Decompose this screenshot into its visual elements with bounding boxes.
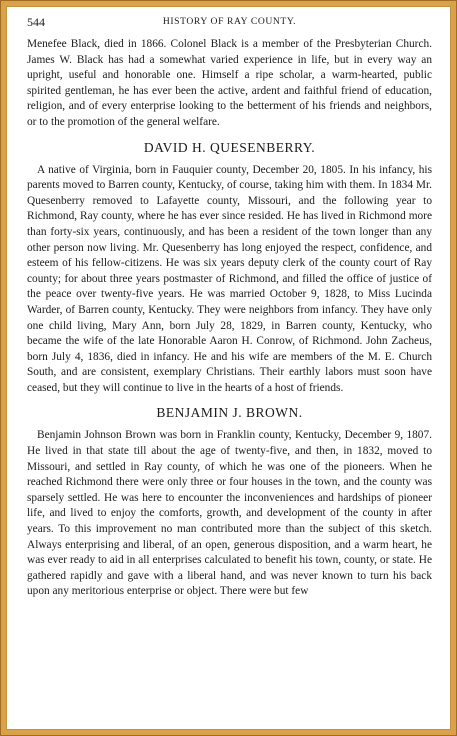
- continuation-paragraph: Menefee Black, died in 1866. Colonel Black is a member of the Presbyterian Church. James W. Black has had a somewhat varied experience in life, but in every way an upright, useful and honorable one. Himself a ripe scholar, a warm-hearted, public spirited gentleman, he has ever been the active, ardent and faithful friend of education, religion, and of every enterprise looking to the betterment of his friends and neighbors, or to the promotion of the general welfare.: [27, 38, 432, 128]
- section-heading-brown: BENJAMIN J. BROWN.: [156, 405, 303, 421]
- book-page: [6, 6, 451, 730]
- page-number: 544: [27, 15, 45, 29]
- running-title: HISTORY OF RAY COUNTY.: [162, 16, 297, 27]
- quesenberry-paragraph: A native of Virginia, born in Fauquier county, December 20, 1805. In his infancy, his parents moved to Barren county, Kentucky, of course, taking him with them. In 1834 Mr. Quesenberry removed to Lafayette county, Missouri, and the following year to Richmond, Ray county, where he has ever since resided. He has lived in Richmond more than forty-six years, continuously, and has been a resident of the town longer than any other person now living. Mr. Quesenberry has long enjoyed the respect, confidence, and esteem of his fellow-citizens. He was six years deputy clerk of the county court of Ray county; for about three years postmaster of Richmond, and filled the office of justice of the peace over twenty-five years. He was married October 9, 1828, to Miss Lucinda Warder, of Barren county, Kentucky. They were neighbors from infancy. They have only one child living, Mary Ann, born July 28, 1829, in Barren county, Kentucky, who became the wife of the late Honorable Aaron H. Conrow, of Richmond. John Zacheus, born July 4, 1836, died in infancy. He and his wife are members of the M. E. Church South, and are consistent, exemplary Christians. Their earthly labors must soon have ceased, but they will continue to live in the hearts of a host of friends.: [27, 163, 432, 394]
- running-head: [27, 13, 432, 31]
- section-heading-quesenberry: DAVID H. QUESENBERRY.: [143, 139, 316, 155]
- brown-paragraph: Benjamin Johnson Brown was born in Franklin county, Kentucky, December 9, 1807. He lived in that state till about the age of twenty-five, and then, in 1832, moved to Missouri, and settled in Ray county, of which he was one of the pioneers. When he reached Richmond there were only three or four houses in the town, and the county was sparsely settled. He was here to encounter the inconveniences and hardships of pioneer life, and lived to enjoy the comforts, growth, and development of the county in after years. To this improvement no man contributed more than the subject of this sketch. Always enterprising and liberal, of an open, generous disposition, and a warm heart, he was ever ready to aid in all enterprises calculated to benefit his town, county, or state. He gathered rapidly and gave with a liberal hand, and was never known to turn his back upon any meritorious enterprise or object. There were but few: [27, 429, 432, 598]
